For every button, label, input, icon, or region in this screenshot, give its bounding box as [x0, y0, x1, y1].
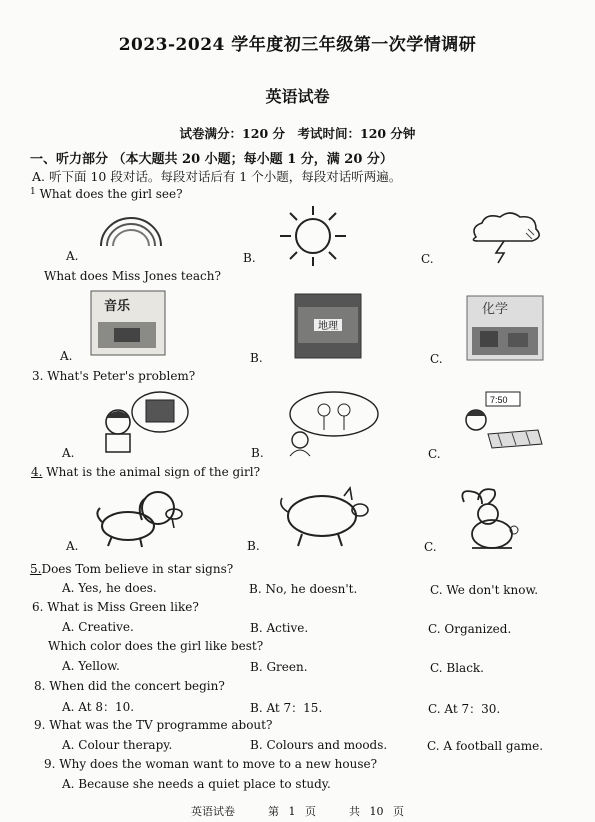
- option-b: B. Green.: [250, 660, 308, 674]
- question-number: 3.: [32, 369, 44, 383]
- question-1: [30, 187, 183, 201]
- book-label: 地理: [318, 321, 338, 332]
- question-text: Why does the woman want to move to a new house?: [59, 757, 378, 771]
- option-label: C.: [428, 447, 441, 461]
- option-label: C.: [421, 252, 434, 266]
- footer-subject: 英语试卷: [191, 805, 235, 818]
- option-label: C.: [430, 352, 443, 366]
- question-number: 1: [30, 187, 36, 197]
- question-number: 8.: [34, 679, 46, 693]
- option-label: B.: [243, 251, 256, 265]
- exam-subtitle: 英语试卷: [265, 87, 330, 106]
- question-7: [48, 639, 263, 653]
- question-text: What is Miss Green like?: [47, 600, 199, 614]
- footer-page: 第 1 页: [268, 805, 316, 818]
- option-b: B. No, he doesn't.: [249, 582, 358, 596]
- page-footer: [0, 803, 595, 819]
- option-label: A.: [66, 249, 79, 263]
- question-number: 4.: [31, 465, 43, 479]
- question-text: What does the girl see?: [39, 187, 183, 201]
- option-c: C. Black.: [430, 661, 484, 675]
- part-a-instruction: A. 听下面 10 段对话。每段对话后有 1 个小题，每段对话听两遍。: [32, 169, 402, 184]
- question-number: 6.: [32, 600, 44, 614]
- question-number: 9.: [44, 757, 56, 771]
- option-label: A.: [62, 446, 75, 460]
- option-a: A. Creative.: [62, 620, 134, 634]
- question-10: [44, 757, 377, 771]
- music-book-icon: [90, 290, 166, 360]
- arguing-friends-icon: [286, 388, 382, 462]
- book-label: 化学: [482, 301, 509, 316]
- footer-total: 共 10 页: [349, 805, 404, 818]
- section-heading: 一、听力部分 （本大题共 20 小题；每小题 1 分，满 20 分）: [30, 152, 393, 167]
- option-a: A. Yellow.: [62, 659, 120, 673]
- chemistry-book-icon: [466, 295, 544, 365]
- question-4: [31, 465, 260, 479]
- rainbow-icon: [96, 214, 166, 252]
- option-a: A. Yes, he does.: [62, 581, 157, 595]
- question-6: [32, 600, 199, 614]
- option-a: A. At 8：10.: [62, 700, 135, 714]
- question-text: What does Miss Jones teach?: [44, 269, 221, 283]
- option-label: B.: [251, 446, 264, 460]
- option-c: C. A football game.: [427, 739, 544, 753]
- question-text: What was the TV programme about?: [49, 718, 273, 732]
- question-text: When did the concert begin?: [49, 679, 225, 693]
- option-a: A. Colour therapy.: [62, 738, 173, 752]
- question-9: [34, 718, 272, 732]
- sun-icon: [276, 204, 350, 272]
- option-label: C.: [424, 540, 437, 554]
- question-8: [34, 679, 225, 693]
- option-c: C. We don't know.: [430, 583, 539, 597]
- geography-book-icon: [294, 293, 362, 363]
- option-c: C. At 7：30.: [428, 702, 501, 716]
- question-number: 9.: [34, 718, 46, 732]
- book-label: 音乐: [104, 298, 131, 313]
- option-label: B.: [247, 539, 260, 553]
- late-alarm-clock-icon: [458, 390, 544, 456]
- exam-info: 试卷满分：120 分 考试时间：120 分钟: [179, 126, 416, 141]
- dog-icon: [92, 484, 188, 554]
- rabbit-icon: [452, 484, 528, 556]
- question-text: Which color does the girl like best?: [48, 639, 264, 653]
- question-3: [32, 369, 195, 383]
- option-label: A.: [60, 349, 73, 363]
- option-b: B. Colours and moods.: [250, 738, 388, 752]
- option-a: A. Because she needs a quiet place to study.: [62, 777, 331, 791]
- question-number: 5.: [30, 562, 42, 576]
- question-2: [44, 269, 221, 283]
- question-text: What's Peter's problem?: [47, 369, 196, 383]
- clock-time: 7:50: [490, 395, 508, 405]
- tired-boy-tv-icon: [98, 388, 190, 458]
- pig-icon: [274, 484, 374, 552]
- question-5: [30, 562, 233, 576]
- exam-title: 2023-2024 学年度初三年级第一次学情调研: [118, 35, 477, 55]
- option-b: B. Active.: [250, 621, 309, 635]
- option-b: B. At 7：15.: [250, 701, 323, 715]
- storm-cloud-icon: [466, 209, 546, 269]
- question-text: What is the animal sign of the girl?: [46, 465, 261, 479]
- option-label: A.: [66, 539, 79, 553]
- question-text: Does Tom believe in star signs?: [41, 562, 234, 576]
- option-label: B.: [250, 351, 263, 365]
- option-c: C. Organized.: [428, 622, 512, 636]
